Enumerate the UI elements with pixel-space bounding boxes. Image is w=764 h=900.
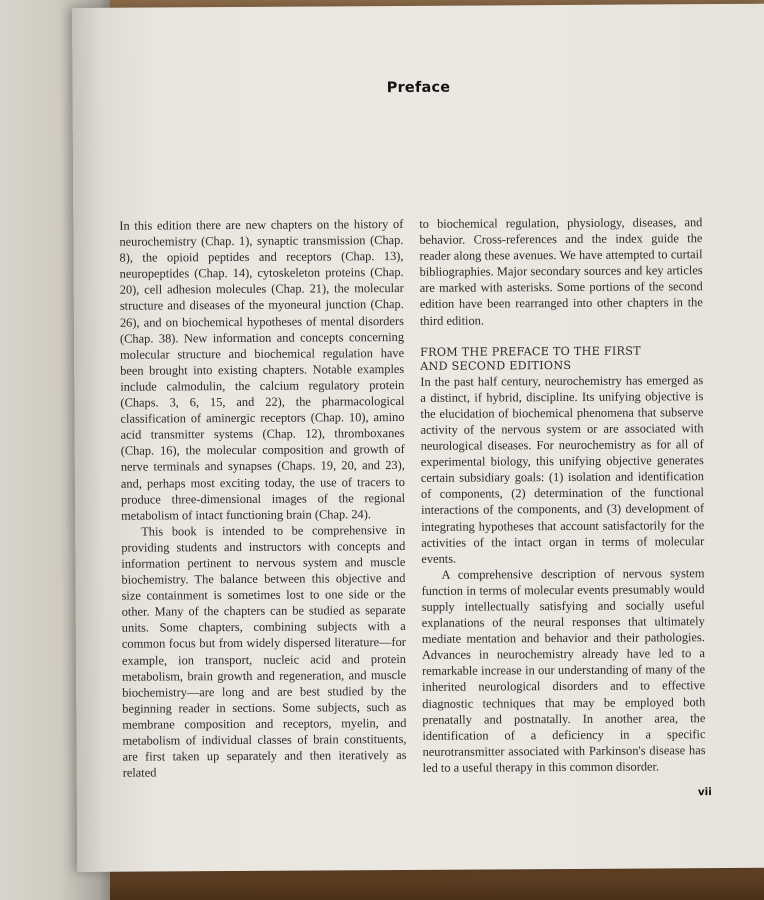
paragraph: In this edition there are new chapters on the history of neurochemistry (Chap. 1), synaptic transmission (Chap. 8), the opioid peptides and receptors (Chap. 13), neuropeptides (Chap. 14), cytoskeleton proteins (Chap. 20), cell adhesion molecules (Chap. 21), the molecular structure and diseases of the myoneural junction (Chap. 26), and on biochemical hypotheses of mental disorders (Chap. 38). New information and concepts concerning molecular structure and biochemical regulation have been brought into existing chapters. Notable examples include calmodulin, the calcium regulatory protein (Chaps. 3, 6, 15, and 22), the pharmacological classification of aminergic receptors (Chap. 10), amino acid transmitter systems (Chap. 12), thromboxanes (Chap. 16), the molecular composition and growth of nerve terminals and synapses (Chaps. 19, 20, and 23), and, perhaps most exciting today, the use of tracers to produce three-dimensional images of the regional metabolism of intact functioning brain (Chap. 24). <box>119 216 406 523</box>
section-heading: FROM THE PREFACE TO THE FIRST AND SECOND EDITIONS <box>420 344 641 373</box>
right-column <box>419 214 705 776</box>
book-page <box>72 4 764 872</box>
page-title: Preface <box>386 79 451 97</box>
paragraph: This book is intended to be comprehensive in providing students and instructors with concepts and information pertinent to nervous system and muscle biochemistry. The balance between this objective and size containment is sometimes lost to one side or the other. Many of the chapters can be studied as separate units. Some chapters, combining subjects with a common focus but from widely dispersed literature—for example, ion transport, nucleic acid and protein metabolism, brain growth and regeneration, and muscle biochemistry—are long and are best studied by the beginning reader in sections. Some subjects, such as membrane composition and receptors, myelin, and metabolism of individual classes of brain constituents, are first taken up separately and then iteratively as related <box>121 522 407 780</box>
paragraph: A comprehensive description of nervous system function in terms of molecular events presumably would supply intellectually satisfying and socially useful explanations of the neural responses that ultimately mediate mentation and behavior and their pathologies. Advances in neurochemistry already have led to a remarkable increase in our understanding of many of the inherited neurological disorders and to effective diagnostic techniques that may be employed both prenatally and postnatally. In another area, the identification of a deficiency in a specific neurotransmitter associated with Parkinson's disease has led to a useful therapy in this common disorder. <box>421 565 706 775</box>
page-number: vii <box>697 786 712 799</box>
paragraph-continuation: to biochemical regulation, physiology, diseases, and behavior. Cross-references and the index guide the reader along these avenues. We have attempted to curtail bibliographies. Major secondary sources and key articles are marked with asterisks. Some portions of the second edition have been rearranged into other chapters in the third edition. <box>419 215 703 328</box>
left-column <box>119 216 406 781</box>
paragraph: In the past half century, neurochemistry has emerged as a distinct, if hybrid, discipline. Its unifying objective is the elucidation of biochemical phenomena that subserve activity of the nervous system or are associated with neurological diseases. For neurochemistry as for all of experimental biology, this unifying objective generates certain subsidiary goals: (1) isolation and identification of components, (2) determination of the functional interactions of the components, and (3) development of integrating hypotheses that account satisfactorily for the activities of the intact organ in terms of molecular events. <box>420 372 705 566</box>
